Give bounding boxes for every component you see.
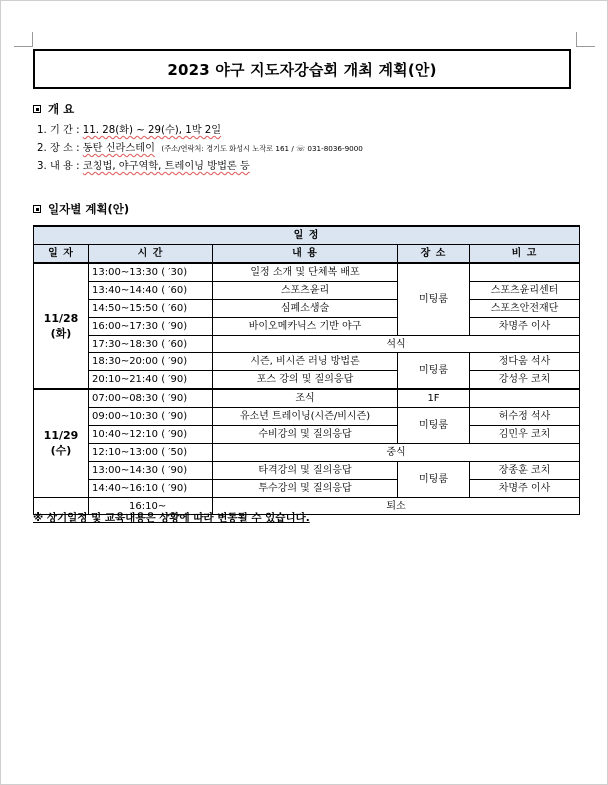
schedule-table	[33, 225, 580, 515]
content-cell: 일정 소개 및 단체복 배포	[213, 263, 398, 281]
content-cell: 수비강의 및 질의응답	[213, 426, 398, 444]
time-cell: 18:30~20:00 ( ′90)	[89, 353, 213, 371]
date-cell-day2: 11/29 (수)	[34, 389, 89, 497]
time-cell: 16:10~	[89, 497, 213, 515]
table-row	[34, 371, 580, 389]
date-cell-day1: 11/28 (화)	[34, 263, 89, 389]
note-cell: 스포츠윤리센터	[470, 281, 580, 299]
table-row	[34, 317, 580, 335]
crop-mark-top-right	[576, 32, 595, 47]
col-header-place: 장 소	[398, 245, 470, 264]
place-cell: 미팅룸	[398, 461, 470, 497]
time-cell: 13:00~13:30 ( ′30)	[89, 263, 213, 281]
crop-mark-top-left	[14, 32, 33, 47]
square-bullet-icon	[33, 205, 41, 213]
content-cell: 시즌, 비시즌 러닝 방법론	[213, 353, 398, 371]
note-cell: 허수정 석사	[470, 408, 580, 426]
table-row	[34, 461, 580, 479]
content-cell: 타격강의 및 질의응답	[213, 461, 398, 479]
table-row	[34, 443, 580, 461]
place-cell: 1F	[398, 389, 470, 407]
place-cell: 미팅룸	[398, 353, 470, 389]
note-cell: 정다움 석사	[470, 353, 580, 371]
content-cell: 유소년 트레이닝(시즌/비시즌)	[213, 408, 398, 426]
col-header-note: 비 고	[470, 245, 580, 264]
col-header-time: 시 간	[89, 245, 213, 264]
col-header-content: 내 용	[213, 245, 398, 264]
place-cell: 미팅룸	[398, 263, 470, 335]
table-row	[34, 281, 580, 299]
note-cell: 김민우 코치	[470, 426, 580, 444]
table-row	[34, 389, 580, 407]
time-cell: 14:40~16:10 ( ′90)	[89, 479, 213, 497]
time-cell: 10:40~12:10 ( ′90)	[89, 426, 213, 444]
time-cell: 09:00~10:30 ( ′90)	[89, 408, 213, 426]
square-bullet-icon	[33, 105, 41, 113]
meal-cell: 석식	[213, 335, 580, 353]
note-cell: 차명주 이사	[470, 479, 580, 497]
meal-cell: 중식	[213, 443, 580, 461]
schedule-heading: 일자별 계획(안)	[33, 201, 129, 217]
table-row	[34, 353, 580, 371]
overview-heading: 개 요	[33, 101, 74, 117]
overview-place: 2. 장 소 : 동탄 신라스테이 (주소/연락처: 경기도 화성시 노작로 161 / ☏ 031-8036-9000	[37, 143, 363, 154]
document-title: 2023 야구 지도자강습회 개최 계획(안)	[33, 49, 571, 89]
footnote: ※ 상기일정 및 교육내용은 상황에 따라 변동될 수 있습니다.	[33, 512, 310, 524]
content-cell: 투수강의 및 질의응답	[213, 479, 398, 497]
time-cell: 07:00~08:30 ( ′90)	[89, 389, 213, 407]
table-title: 일 정	[34, 226, 580, 245]
content-cell: 스포츠윤리	[213, 281, 398, 299]
overview-content: 3. 내 용 : 코칭법, 야구역학, 트레이닝 방법론 등	[37, 161, 250, 172]
note-cell	[470, 263, 580, 281]
time-cell: 13:40~14:40 ( ′60)	[89, 281, 213, 299]
time-cell: 12:10~13:00 ( ′50)	[89, 443, 213, 461]
table-row	[34, 299, 580, 317]
note-cell: 장종훈 코치	[470, 461, 580, 479]
table-row	[34, 479, 580, 497]
note-cell	[470, 389, 580, 407]
time-cell: 20:10~21:40 ( ′90)	[89, 371, 213, 389]
content-cell: 심폐소생술	[213, 299, 398, 317]
content-cell: 조식	[213, 389, 398, 407]
content-cell: 바이오메카닉스 기반 야구	[213, 317, 398, 335]
checkout-cell: 퇴소	[213, 497, 580, 515]
table-row	[34, 335, 580, 353]
time-cell: 14:50~15:50 ( ′60)	[89, 299, 213, 317]
overview-period: 1. 기 간 : 11. 28(화) ~ 29(수), 1박 2일	[37, 125, 222, 136]
note-cell: 차명주 이사	[470, 317, 580, 335]
note-cell: 강성우 코치	[470, 371, 580, 389]
table-row	[34, 263, 580, 281]
content-cell: 포스 강의 및 질의응답	[213, 371, 398, 389]
place-cell: 미팅룸	[398, 408, 470, 444]
time-cell: 13:00~14:30 ( ′90)	[89, 461, 213, 479]
table-header-row	[34, 245, 580, 264]
table-row	[34, 426, 580, 444]
table-row	[34, 408, 580, 426]
col-header-date: 일 자	[34, 245, 89, 264]
time-cell: 17:30~18:30 ( ′60)	[89, 335, 213, 353]
note-cell: 스포츠안전재단	[470, 299, 580, 317]
time-cell: 16:00~17:30 ( ′90)	[89, 317, 213, 335]
